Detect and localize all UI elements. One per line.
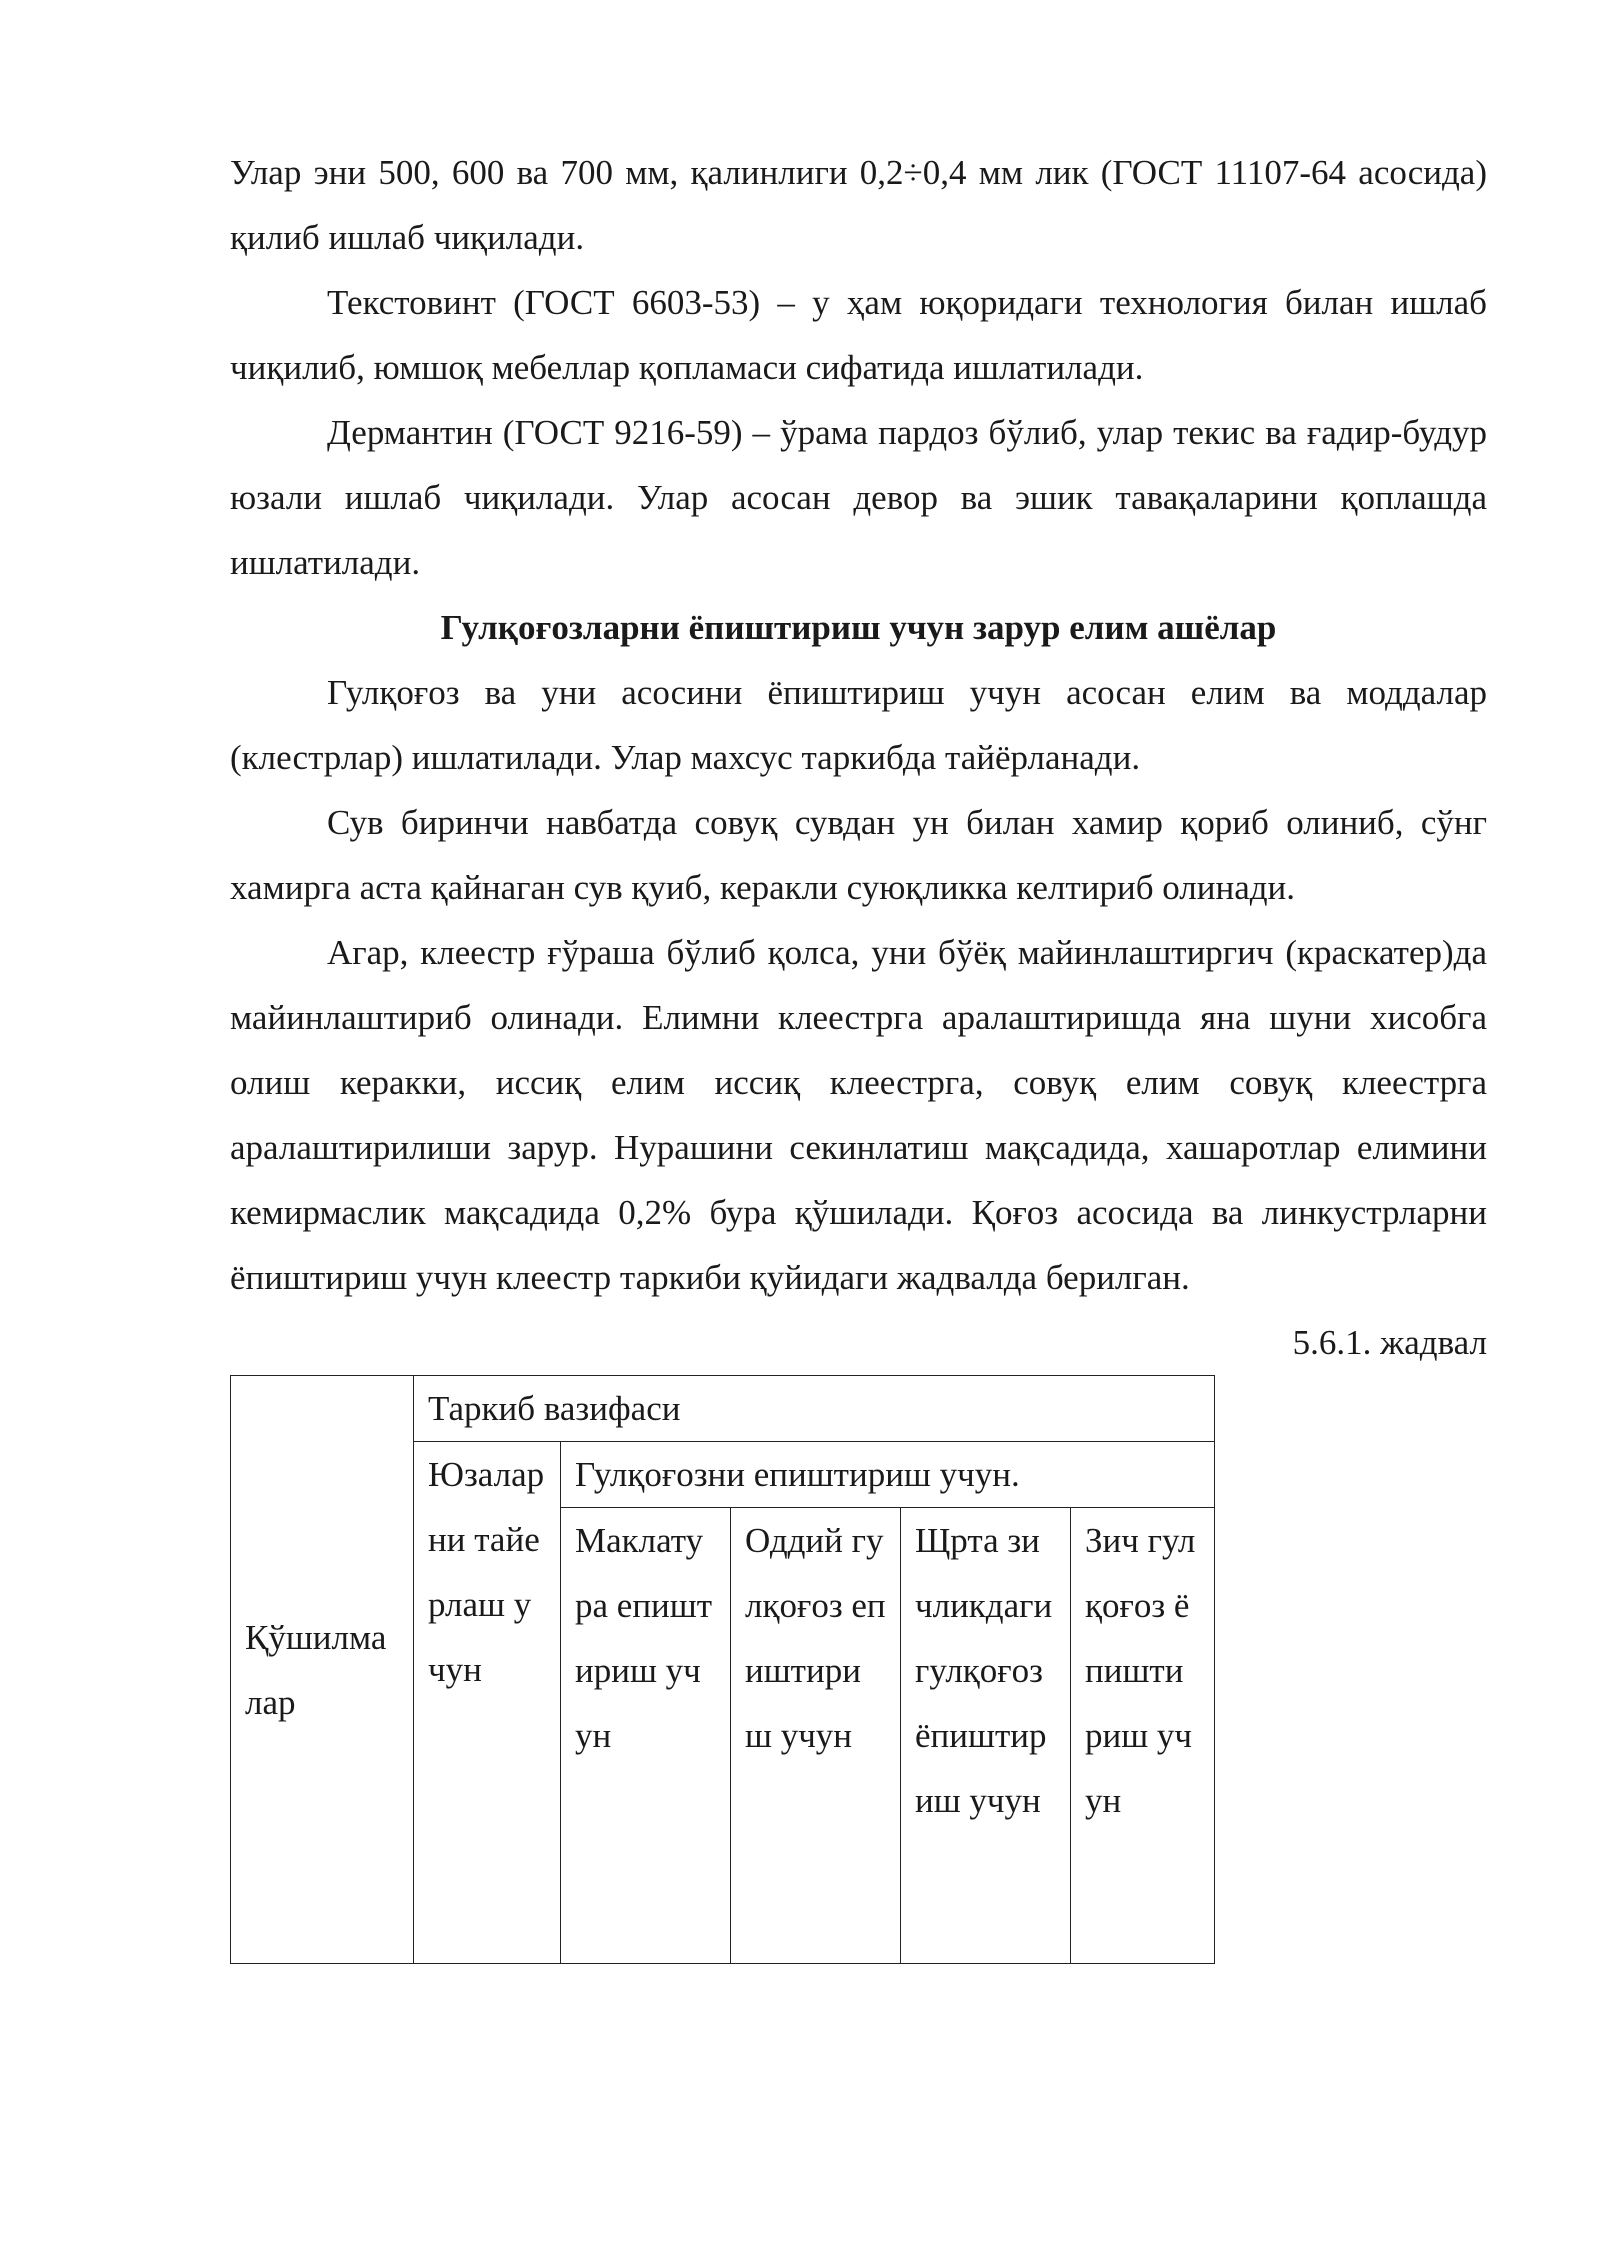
paragraph-wallpaper-glue: Гулқоғоз ва уни асосини ёпиштириш учун асосан елим ва моддалар (клестрлар) ишлатилади. Улар махсус таркибда тайёрланади. [230, 673, 1487, 777]
paragraph-textovint: Текстовинт (ГОСТ 6603-53) – у ҳам юқоридаги технология билан ишлаб чиқилиб, юмшоқ мебеллар қопламаси сифатида ишлатилади. [230, 283, 1487, 387]
table-caption: 5.6.1. жадвал [1292, 1323, 1487, 1362]
paragraph-water-paste: Сув биринчи навбатда совуқ сувдан ун билан хамир қориб олиниб, сўнг хамирга аста қайнаган сув қуиб, керакли суюқликка келтириб олинади. [230, 803, 1487, 907]
header-purpose: Таркиб вазифаси [414, 1376, 1215, 1442]
header-ordinary-wallpaper: Оддий гулқоғоз епиштириш учун [731, 1508, 901, 1964]
header-medium-density-wallpaper: Щрта зичликдаги гулқоғоз ёпиштириш учун [901, 1508, 1071, 1964]
document-page [230, 140, 1487, 1964]
header-dense-wallpaper: Зич гулқоғоз ёпиштириш учун [1071, 1508, 1215, 1964]
table-header-row-1 [231, 1376, 1215, 1442]
paragraph-dermantin: Дермантин (ГОСТ 9216-59) – ўрама пардоз бўлиб, улар текис ва ғадир-будур юзали ишлаб чиқилади. Улар асосан девор ва эшик тавақаларини қоплашда ишлатилади. [230, 413, 1487, 582]
header-additives: Қўшилмалар [231, 1376, 414, 1964]
paste-composition-table [230, 1375, 1215, 1964]
header-wallpaper-gluing: Гулқоғозни епиштириш учун. [561, 1442, 1215, 1508]
header-surface-prep: Юзаларни тайерлаш учун [414, 1442, 561, 1964]
header-maculature: Маклатура епиштириш учун [561, 1508, 731, 1964]
paragraph-paste-mixing: Агар, клеестр ғўраша бўлиб қолса, уни бўёқ майинлаштиргич (краскатер)да майинлаштириб олинади. Елимни клеестрга аралаштиришда яна шуни хисобга олиш керакки, иссиқ елим иссиқ клеестрга, совуқ елим совуқ клеестрга аралаштирилиши зарур. Нурашини секинлатиш мақсадида, хашаротлар елимини кемирмаслик мақсадида 0,2% бура қўшилади. Қоғоз асосида ва линкустрларни ёпиштириш учун клеестр таркиби қуйидаги жадвалда берилган. [230, 933, 1487, 1297]
paragraph-widths: Улар эни 500, 600 ва 700 мм, қалинлиги 0,2÷0,4 мм лик (ГОСТ 11107-64 асосида) қилиб ишлаб чиқилади. [230, 153, 1487, 257]
section-heading: Гулқоғозларни ёпиштириш учун зарур елим ашёлар [440, 608, 1277, 647]
